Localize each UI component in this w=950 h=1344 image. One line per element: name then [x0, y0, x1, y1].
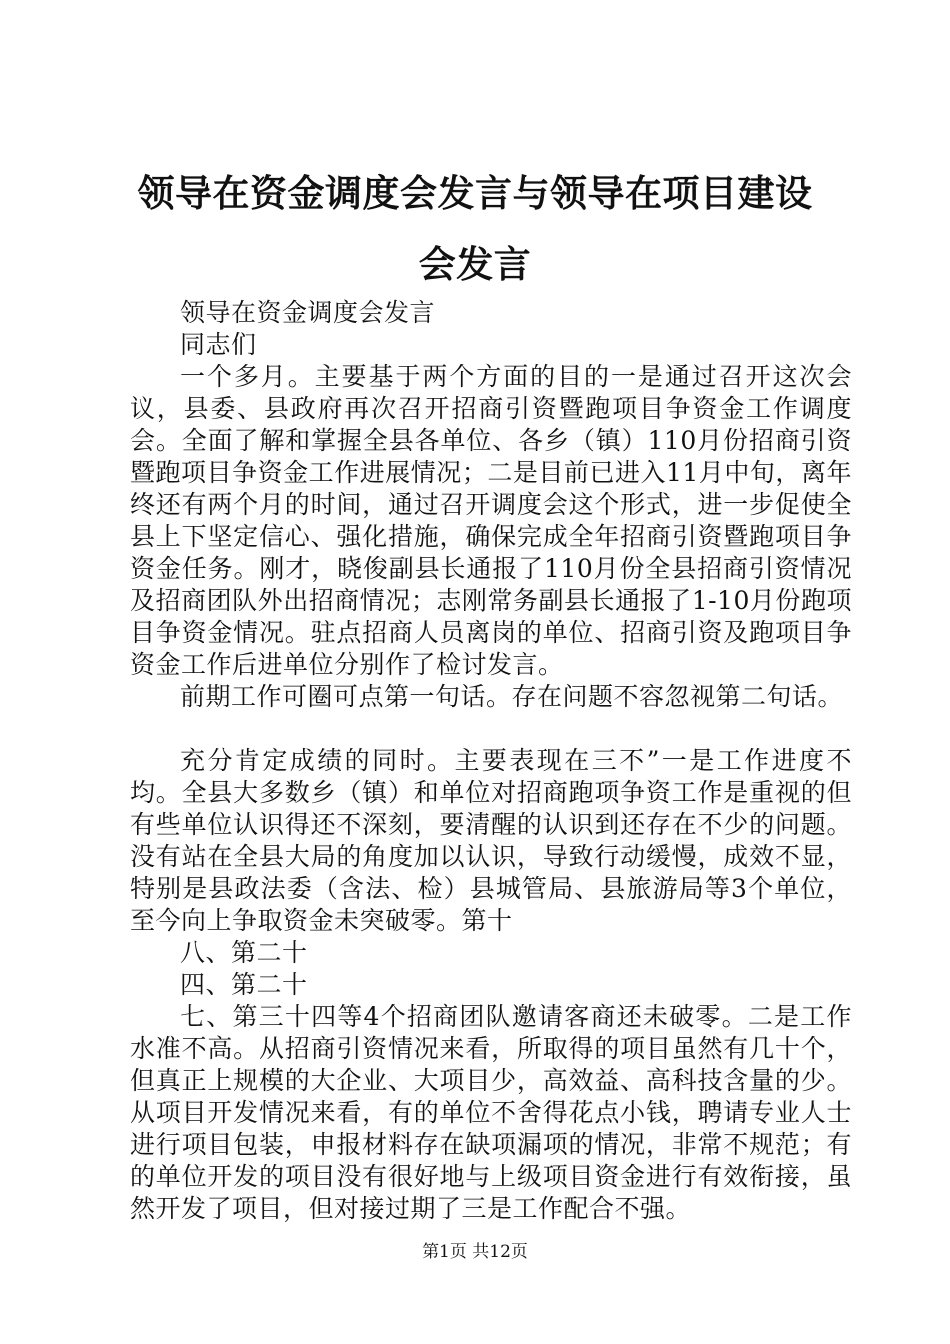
paragraph-salutation: 同志们	[180, 330, 257, 359]
paragraph: 四、第二十	[180, 970, 308, 999]
paragraph: 一个多月。主要基于两个方面的目的一是通过召开这次会议，县委、县政府再次召开招商引资暨跑项目争资金工作调度会。全面了解和掌握全县各单位、各乡（镇）110月份招商引资暨跑项目争资金工作进展情况；二是目前已进入11月中旬，离年终还有两个月的时间，通过召开调度会这个形式，进一步促使全县上下坚定信心、强化措施，确保完成全年招商引资暨跑项目争资金任务。刚才，晓俊副县长通报了110月份全县招商引资情况及招商团队外出招商情况；志刚常务副县长通报了1-10月份跑项目争资金情况。驻点招商人员离岗的单位、招商引资及跑项目争资金工作后进单位分别作了检讨发言。	[130, 362, 852, 679]
paragraph-heading: 领导在资金调度会发言	[180, 298, 436, 327]
page-number-footer: 第1页 共12页	[422, 1242, 528, 1262]
paragraph: 充分肯定成绩的同时。主要表现在三不”一是工作进度不均。全县大多数乡（镇）和单位对招商跑项争资工作是重视的但有些单位认识得还不深刻，要清醒的认识到还存在不少的问题。没有站在全县大局的角度加以认识，导致行动缓慢，成效不显，特别是县政法委（含法、检）县城管局、县旅游局等3个单位，至今向上争取资金未突破零。第十	[130, 746, 852, 935]
paragraph: 前期工作可圈可点第一句话。存在问题不容忽视第二句话。	[180, 682, 844, 711]
document-title: 领导在资金调度会发言与领导在项目建设会发言	[137, 171, 813, 286]
paragraph: 七、第三十四等4个招商团队邀请客商还未破零。二是工作水准不高。从招商引资情况来看，所取得的项目虽然有几十个，但真正上规模的大企业、大项目少，高效益、高科技含量的少。从项目开发情况来看，有的单位不舍得花点小钱，聘请专业人士进行项目包装，申报材料存在缺项漏项的情况，非常不规范；有的单位开发的项目没有很好地与上级项目资金进行有效衔接，虽然开发了项目，但对接过期了三是工作配合不强。	[130, 1002, 852, 1223]
document-body	[130, 297, 852, 1225]
paragraph: 八、第二十	[180, 938, 308, 967]
